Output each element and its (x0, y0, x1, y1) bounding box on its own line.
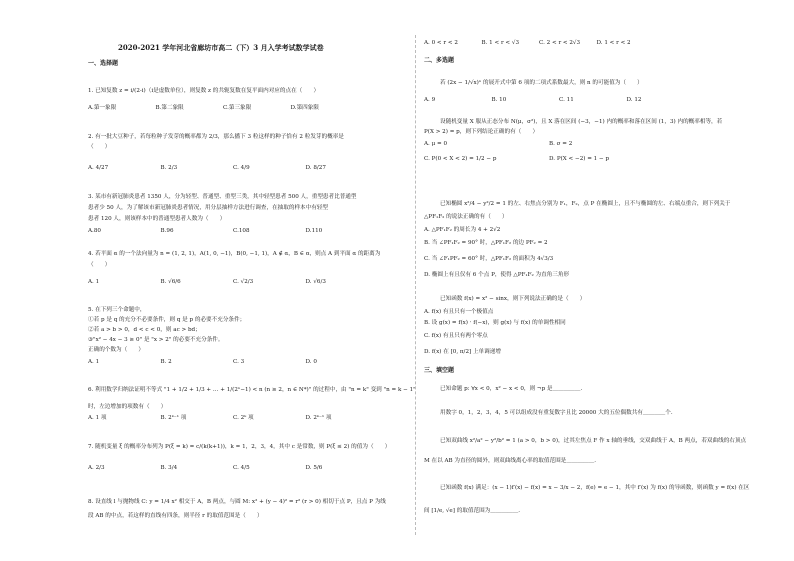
question-8-line-1: 8. 设直线 l 与抛物线 C: y = 1/4 x² 相交于 A，B 两点，与圆 M: x² + (y − 4)² = r² (r > 0) 相切于点 P，且点 P 为线 (88, 499, 386, 505)
question-11-option-b[interactable]: B. 当 ∠PF₁F₂ = 90° 时，△PF₁F₂ 的边 PF₂ = 2 (424, 240, 548, 246)
question-3-line-1: 3. 某市有新冠肺炎患者 1350 人，分为轻型、普通型、重型三类，其中轻型患者 500 人，重型患者比普通型 (88, 194, 357, 200)
question-12: 已知函数 f(x) = x² − sinx，则下列说法正确的是（ ） (440, 296, 586, 302)
question-2-paren: （ ） (88, 144, 111, 150)
question-11-line-2: △PF₁F₂ 的说法正确的有（ ） (424, 214, 508, 220)
question-5-prompt: 正确的个数为（ ） (88, 347, 144, 353)
question-10-option-c[interactable]: C. P(0 < X < 2) = 1/2 − p (424, 156, 497, 162)
option-a[interactable]: A. 0 < r < 2 (424, 40, 458, 46)
question-6-line-1: 6. 利用数学归纳法证明不等式 "1 + 1/2 + 1/3 + … + 1/(2ⁿ−1) < n (n ≥ 2，n ∈ N*)" 的过程中，由 "n = k" 变到 "n = k − 1" (88, 387, 416, 393)
option-d[interactable]: D. 12 (626, 97, 642, 103)
option-d[interactable]: D. 2ᵏ⁻¹ 项 (305, 415, 332, 421)
fill-question-3-line-1: 已知双曲线 x²/a² − y²/b² = 1 (a > 0，b > 0)，过其左焦点 F 作 x 轴的垂线，交双曲线于 A，B 两点，若双曲线的右顶点 (440, 438, 747, 444)
option-a[interactable]: A. 1 项 (88, 415, 107, 421)
question-11-option-c[interactable]: C. 当 ∠F₁PF₂ = 60° 时，△PF₁F₂ 的面积为 4√3/3 (424, 256, 554, 262)
question-3-line-3: 患者 120 人，则该样本中的普通型患者人数为（ ） (88, 216, 226, 222)
question-12-option-d[interactable]: D. f(x) 在 [0, π/2] 上单调递增 (424, 349, 501, 355)
question-5-statement-2: ②若 a > b > 0，d < c < 0，则 ac > bd； (88, 327, 201, 333)
fill-question-3-line-2: M 在以 AB 为直径的圆外，则双曲线离心率的取值范围是＿＿＿＿＿. (424, 458, 597, 464)
option-b[interactable]: B. 2/3 (160, 165, 178, 171)
question-8-options (424, 40, 654, 47)
option-c[interactable]: C. 4/9 (233, 165, 250, 171)
option-c[interactable]: C. 4/5 (233, 465, 250, 471)
option-a[interactable]: A.第一象限 (88, 105, 117, 111)
column-divider (415, 35, 417, 535)
question-11-option-d[interactable]: D. 椭圆上有且仅有 6 个点 P，使得 △PF₁F₂ 为直角三角形 (424, 272, 570, 278)
option-a[interactable]: A. 9 (424, 97, 436, 103)
fill-question-1: 已知命题 p: ∀x < 0，x² − x < 0，则 ¬p 是＿＿＿＿＿. (440, 386, 583, 392)
section-choice-heading: 一、选择题 (88, 60, 119, 67)
fill-question-4-line-2: 间 [1/e, √e] 的取值范围为＿＿＿＿＿. (424, 508, 521, 514)
option-a[interactable]: A. 1 (88, 279, 100, 285)
option-c[interactable]: C. 3 (233, 359, 245, 365)
option-d[interactable]: D.第四象限 (290, 105, 319, 111)
question-4-options (88, 279, 378, 286)
question-4: 4. 若平面 α 的一个法向量为 n = (1, 2, 1)，A(1, 0, −1)，B(0, −1, 1)，A ∉ α，B ∈ α，则点 A 到平面 α 的距离为 (88, 251, 381, 257)
question-7: 7. 随机变量 ξ 的概率分布列为 P(ξ = k) = c/(k(k+1))，k = 1，2，3，4，其中 c 是常数，则 P(ξ ≤ 2) 的值为（ ） (88, 444, 391, 450)
question-4-paren: （ ） (88, 262, 111, 268)
option-a[interactable]: A. 1 (88, 359, 100, 365)
question-1: 1. 已知复数 z = i/(2-i)（i是虚数单位），则复数 z 的共轭复数在复平面内对应的点在（ ） (88, 88, 320, 94)
section-multi-choice-heading: 二、多选题 (424, 57, 455, 64)
option-a[interactable]: A. 4/27 (88, 165, 109, 171)
section-fill-heading: 三、填空题 (424, 367, 455, 374)
option-b[interactable]: B.96 (160, 228, 174, 234)
option-d[interactable]: D. 8/27 (305, 165, 326, 171)
option-b[interactable]: B. 10 (491, 97, 507, 103)
question-3-options (88, 228, 378, 235)
option-b[interactable]: B.第二象限 (155, 105, 184, 111)
question-12-option-c[interactable]: C. f(x) 有且只有两个零点 (424, 333, 488, 339)
question-11-line-1: 已知椭圆 x²/4 − y²/2 = 1 的左、右焦点分别为 F₁，F₂，点 P 在椭圆上，且不与椭圆的左、右端点重合，则下列关于 (440, 201, 731, 207)
option-b[interactable]: B. 3/4 (160, 465, 178, 471)
question-2: 2. 有一批大豆种子，若每粒种子发芽的概率都为 2/3，那么播下 3 粒这样的种子恰有 2 粒发芽的概率是 (88, 134, 344, 140)
question-11-option-a[interactable]: A. △PF₁F₂ 的周长为 4 + 2√2 (424, 227, 501, 233)
option-d[interactable]: D. 5/6 (305, 465, 323, 471)
question-8-line-2: 段 AB 的中点，若这样的直线有四条，则半径 r 的取值范围是（ ） (88, 513, 263, 519)
question-10-option-b[interactable]: B. σ = 2 (549, 141, 573, 147)
option-b[interactable]: B. 1 < r < √3 (481, 40, 520, 46)
fill-question-4-line-1: 已知函数 f(x) 满足：(x − 1)f′(x) − f(x) = x − 3/x − 2，f(e) = e − 1，其中 f′(x) 为 f(x) 的导函数，则函数 y = f(x) 在区 (440, 485, 750, 491)
question-9-options (424, 97, 694, 104)
option-d[interactable]: D. 1 < r < 2 (596, 40, 631, 46)
option-c[interactable]: C. 11 (559, 97, 574, 103)
question-6-line-2: 时，左边增加的项数有（ ） (88, 404, 167, 410)
question-1-options (88, 105, 358, 112)
option-d[interactable]: D. √6/3 (305, 279, 326, 285)
question-2-options (88, 165, 378, 172)
exam-title: 2020-2021 学年河北省廊坊市高二（下）3 月入学考试数学试卷 (118, 43, 324, 52)
question-12-option-b[interactable]: B. 设 g(x) = f(x) · f(−x)，则 g(x) 与 f(x) 的单调性相同 (424, 320, 566, 326)
option-c[interactable]: C. √2/3 (233, 279, 254, 285)
question-5-statement-1: ①若 p 是 q 的充分不必要条件，则 q 是 p 的必要不充分条件； (88, 317, 246, 323)
option-d[interactable]: D.110 (305, 228, 323, 234)
question-10-option-a[interactable]: A. μ = 0 (424, 141, 448, 147)
question-12-option-a[interactable]: A. f(x) 有且只有一个极值点 (424, 309, 494, 315)
option-b[interactable]: B. 2ᵏ⁻¹ 项 (160, 415, 187, 421)
option-b[interactable]: B. 2 (160, 359, 172, 365)
question-10-line-2: P(X > 2) = p，则下列结论正确的有（ ） (424, 129, 539, 135)
question-5-options (88, 359, 378, 366)
option-c[interactable]: C. 2ᵏ 项 (233, 415, 254, 421)
option-d[interactable]: D. 0 (305, 359, 317, 365)
question-7-options (88, 465, 378, 472)
option-a[interactable]: A.80 (88, 228, 101, 234)
question-6-options (88, 415, 378, 422)
question-10-line-1: 设随机变量 X 服从正态分布 N(μ，σ²)，且 X 落在区间 (−3，−1) 内的概率和落在区间 (1，3) 内的概率相等，若 (440, 119, 723, 125)
option-a[interactable]: A. 2/3 (88, 465, 105, 471)
question-9: 若 (2x − 1/√x)ⁿ 的展开式中第 6 项的二项式系数最大，则 n 的可能值为（ ） (440, 80, 643, 86)
option-b[interactable]: B. √6/6 (160, 279, 181, 285)
option-c[interactable]: C.第三象限 (223, 105, 252, 111)
option-c[interactable]: C. 2 < r < 2√3 (539, 40, 581, 46)
question-5: 5. 在下列三个命题中， (88, 307, 146, 313)
question-10-option-d[interactable]: D. P(X < −2) = 1 − p (549, 156, 610, 162)
fill-question-2: 用数字 0，1，2，3，4，5 可以组成没有重复数字且比 20000 大的五位偶数共有＿＿＿＿个. (440, 410, 673, 416)
question-3-line-2: 患者少 50 人，为了解该市新冠肺炎患者情况，用分层抽样方法进行调查，在抽取的样本中有轻型 (88, 205, 329, 211)
option-c[interactable]: C.108 (233, 228, 250, 234)
question-5-statement-3: ③"x² − 4x − 3 ≥ 0" 是 "x > 2" 的必要不充分条件。 (88, 337, 224, 343)
